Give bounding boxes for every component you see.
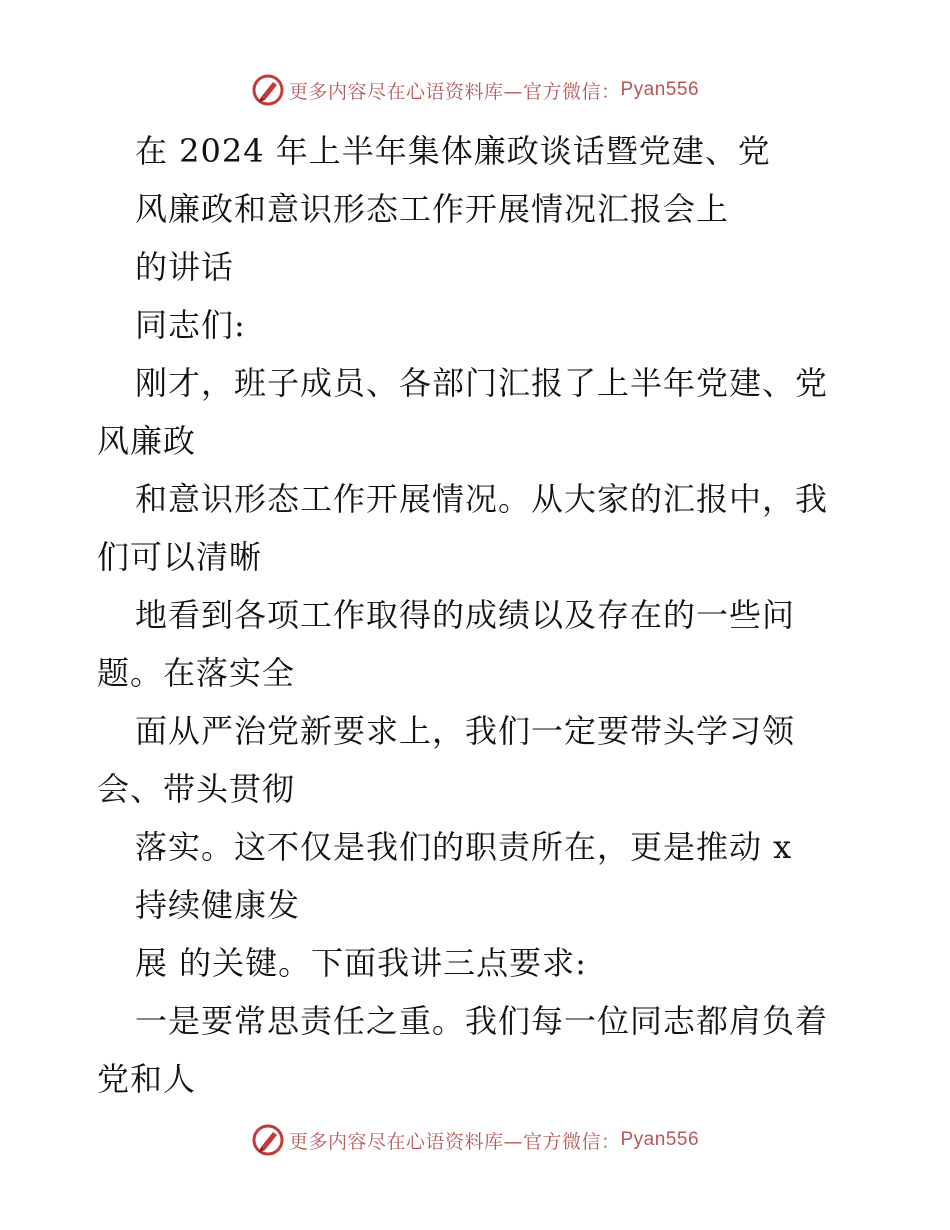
text-line: 风廉政 xyxy=(97,422,197,460)
text-line: 的讲话 xyxy=(135,248,235,286)
text-line: 们可以清晰 xyxy=(97,538,263,576)
text-line: 和意识形态工作开展情况。从大家的汇报中，我 xyxy=(135,480,829,518)
text-line: 党和人 xyxy=(97,1060,197,1098)
watermark-handle: Pyan556 xyxy=(620,1129,700,1150)
text-line: 落实。这不仅是我们的职责所在，更是推动 x xyxy=(135,828,793,866)
pen-logo-icon xyxy=(251,73,285,107)
text-line: 一是要常思责任之重。我们每一位同志都肩负着 xyxy=(135,1002,829,1040)
text-line: 刚才，班子成员、各部门汇报了上半年党建、党 xyxy=(135,364,829,402)
text-line: 风廉政和意识形态工作开展情况汇报会上 xyxy=(135,190,730,228)
watermark-handle: Pyan556 xyxy=(620,79,700,100)
text-line: 会、带头贯彻 xyxy=(97,770,296,808)
text-line: 在 2024 年上半年集体廉政谈话暨党建、党 xyxy=(135,132,771,170)
watermark-banner-top xyxy=(0,70,950,110)
text-line: 持续健康发 xyxy=(135,886,301,924)
text-line: 题。在落实全 xyxy=(97,654,296,692)
text-line: 地看到各项工作取得的成绩以及存在的一些问 xyxy=(135,596,796,634)
text-line: 同志们: xyxy=(135,306,246,344)
watermark-text: 更多内容尽在心语资料库—官方微信： xyxy=(288,80,621,103)
pen-logo-icon xyxy=(251,1123,285,1157)
text-line: 展 的关键。下面我讲三点要求: xyxy=(135,944,587,982)
watermark-banner-bottom xyxy=(0,1120,950,1160)
watermark-text: 更多内容尽在心语资料库—官方微信： xyxy=(288,1130,621,1153)
document-body xyxy=(97,122,857,1108)
text-line: 面从严治党新要求上，我们一定要带头学习领 xyxy=(135,712,796,750)
